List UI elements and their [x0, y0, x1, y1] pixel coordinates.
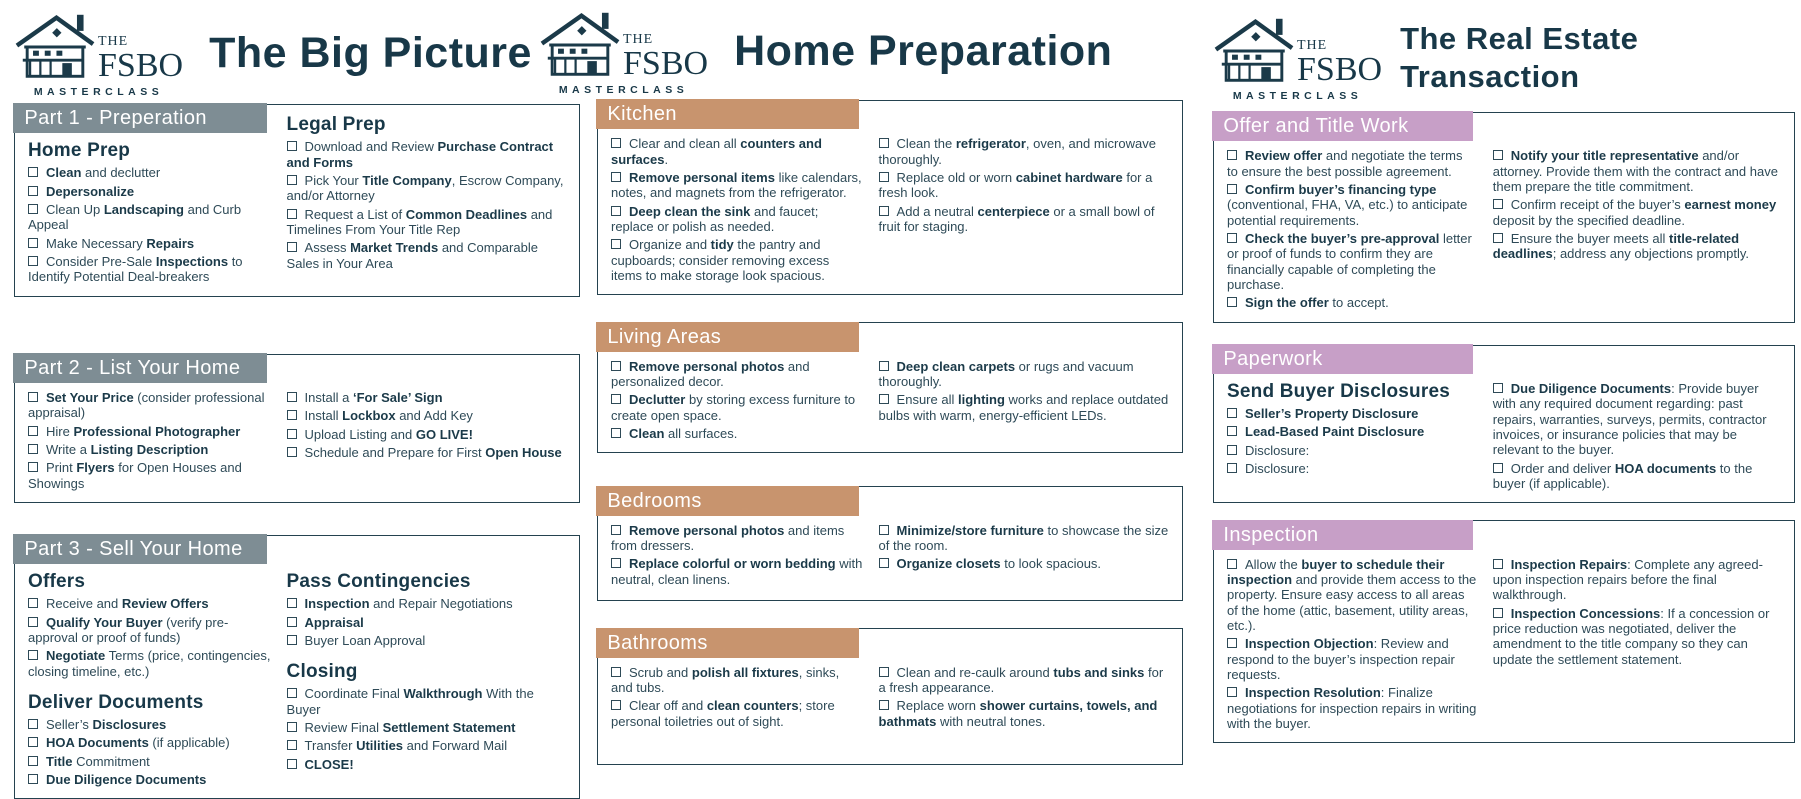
section-column — [879, 523, 1170, 590]
checkbox-icon[interactable] — [287, 688, 297, 698]
checklist-item — [1227, 295, 1477, 310]
checklist-item-text: Add a neutral centerpiece or a small bowl of fruit for staging. — [878, 203, 1155, 235]
check-group — [611, 359, 863, 442]
checkbox-icon[interactable] — [28, 444, 38, 454]
checkbox-icon[interactable] — [28, 650, 38, 660]
checklist-item-text: Upload Listing and GO LIVE! — [304, 426, 473, 442]
section-column — [1227, 148, 1477, 313]
checklist-item — [879, 698, 1170, 729]
check-group — [1493, 557, 1782, 667]
checklist-item — [1227, 443, 1477, 458]
checklist-item — [28, 165, 271, 180]
checklist-item-text: Title Commitment — [46, 753, 150, 769]
checklist-item — [1227, 406, 1477, 421]
check-group — [287, 661, 567, 772]
checklist-item — [611, 204, 863, 235]
checklist-item — [28, 236, 271, 251]
checkbox-icon[interactable] — [1227, 463, 1237, 473]
checklist-item-text: Assess Market Trends and Comparable Sales in Your Area — [286, 240, 538, 271]
checkbox-icon[interactable] — [28, 462, 38, 472]
checklist-item — [611, 136, 863, 167]
checklist-item-text: HOA Documents (if applicable) — [46, 735, 230, 751]
checklist-item — [879, 204, 1170, 235]
section-column — [28, 390, 271, 494]
checklist-item — [611, 170, 863, 201]
checklist-item — [287, 720, 567, 735]
checklist-item-text: Organize and tidy the pantry and cupboards; consider removing excess items to make storage look spacious. — [611, 237, 830, 284]
checkbox-icon[interactable] — [28, 756, 38, 766]
checklist-item — [287, 173, 567, 204]
checkbox-icon[interactable] — [287, 392, 297, 402]
check-group — [879, 359, 1170, 423]
checklist-item — [1493, 606, 1782, 667]
checklist-item — [287, 408, 567, 423]
checkbox-icon[interactable] — [287, 740, 297, 750]
section-kitchen — [597, 100, 1183, 295]
checkbox-icon[interactable] — [879, 394, 889, 404]
section-column — [287, 571, 567, 790]
group-heading: Send Buyer Disclosures — [1227, 381, 1450, 403]
checkbox-icon[interactable] — [287, 635, 297, 645]
checklist-item-text: Download and Review Purchase Contract and Forms — [286, 139, 554, 170]
checklist-item-text: Replace colorful or worn bedding with neutral, clean linens. — [611, 556, 863, 587]
checklist-item — [287, 596, 567, 611]
logo-fsbo: FSBO — [1297, 50, 1383, 88]
section-part-1-preperation — [14, 104, 580, 297]
check-group — [879, 523, 1170, 572]
checklist-item-text: Transfer Utilities and Forward Mail — [304, 738, 508, 754]
checklist-item — [287, 139, 567, 170]
checkbox-icon[interactable] — [1227, 408, 1237, 418]
fsbo-logo — [14, 11, 183, 98]
checklist-item-text: Deep clean carpets or rugs and vacuum thoroughly. — [878, 358, 1134, 390]
checklist-item-text: Disclosure: — [1245, 442, 1310, 458]
logo-fsbo: FSBO — [98, 46, 184, 84]
checklist-item — [611, 426, 863, 441]
logo-masterclass: MASTERCLASS — [558, 83, 689, 96]
checklist-item-text: Due Diligence Documents: Provide buyer with any required document regarding: past repairs, warranties, surveys, permits, contractor invoices, or insurance policies that may be relevant to the buyer. — [1492, 381, 1767, 458]
checklist-item-text: Notify your title representative and/or attorney. Provide them with the contract and have them prepare the title commitment. — [1492, 148, 1778, 195]
check-group — [879, 136, 1170, 234]
checklist-item — [1227, 557, 1477, 634]
checklist-item — [28, 754, 271, 769]
checkbox-icon[interactable] — [879, 206, 889, 216]
checklist-item-text: Declutter by storing excess furniture to create open space. — [611, 392, 856, 423]
checklist-item — [287, 757, 567, 772]
checklist-item — [287, 427, 567, 442]
checklist-item-text: Scrub and polish all fixtures, sinks, and tubs. — [611, 664, 840, 696]
section-header: Kitchen — [596, 99, 858, 129]
checklist-item-text: Due Diligence Documents — [46, 772, 207, 788]
check-group — [1493, 148, 1782, 261]
checkbox-icon[interactable] — [28, 256, 38, 266]
checklist-item-text: Ensure the buyer meets all title-related deadlines; address any objections promptly. — [1492, 231, 1750, 262]
section-column — [611, 359, 863, 445]
checklist-item — [28, 184, 271, 199]
section-column — [28, 571, 271, 790]
section-column — [1493, 381, 1782, 494]
section-column — [1227, 381, 1477, 494]
checkbox-icon[interactable] — [1227, 426, 1237, 436]
checklist-item — [1227, 685, 1477, 731]
checklist-item — [1493, 231, 1782, 262]
check-group — [28, 390, 271, 491]
checkbox-icon[interactable] — [287, 209, 297, 219]
checkbox-icon[interactable] — [1493, 233, 1503, 243]
checkbox-icon[interactable] — [1227, 559, 1237, 569]
checklist-item — [879, 556, 1170, 571]
checklist-item-text: Sign the offer to accept. — [1245, 295, 1389, 311]
checklist-item-text: Remove personal photos and personalized decor. — [611, 358, 810, 390]
checklist-item — [879, 136, 1170, 167]
checkbox-icon[interactable] — [611, 428, 621, 438]
checklist-item-text: Remove personal items like calendars, notes, and magnets from the refrigerator. — [611, 170, 862, 201]
checkbox-icon[interactable] — [611, 172, 621, 182]
checklist-item-text: Confirm buyer’s financing type (conventional, FHA, VA, etc.) to anticipate potential requirements. — [1227, 182, 1468, 228]
logo-masterclass: MASTERCLASS — [33, 85, 164, 98]
section-column — [1227, 557, 1477, 735]
checklist-item-text: Replace old or worn cabinet hardware for a fresh look. — [878, 170, 1153, 201]
logo-fsbo: FSBO — [623, 44, 709, 82]
checklist-item — [1493, 197, 1782, 228]
section-bathrooms — [597, 628, 1183, 765]
section-column — [1493, 148, 1782, 313]
checklist-item — [28, 202, 271, 233]
check-group — [611, 136, 863, 283]
section-paperwork — [1213, 345, 1795, 504]
checkbox-icon[interactable] — [28, 167, 38, 177]
checklist-item — [1493, 148, 1782, 194]
checklist-item — [879, 523, 1170, 554]
panel-header — [1213, 0, 1795, 112]
section-header: Inspection — [1212, 520, 1472, 550]
checklist-item — [1227, 461, 1477, 476]
checkbox-icon[interactable] — [1493, 383, 1503, 393]
fsbo-logo — [539, 9, 708, 96]
checkbox-icon[interactable] — [879, 558, 889, 568]
checklist-item-text: Clear off and clean counters; store personal toiletries out of sight. — [611, 698, 835, 729]
checkbox-icon[interactable] — [611, 525, 621, 535]
checklist-item-text: Review Final Settlement Statement — [304, 720, 516, 736]
checklist-item-text: Lead-Based Paint Disclosure — [1245, 424, 1425, 440]
section-column — [28, 140, 271, 287]
checklist-item — [287, 738, 567, 753]
checklist-item-text: Appraisal — [304, 614, 364, 630]
section-column — [1493, 557, 1782, 735]
checklist-item-text: Make Necessary Repairs — [46, 235, 195, 251]
checkbox-icon[interactable] — [611, 138, 621, 148]
checkbox-icon[interactable] — [1227, 297, 1237, 307]
group-heading: Closing — [286, 661, 358, 683]
house-icon — [1213, 15, 1295, 87]
checkbox-icon[interactable] — [1493, 199, 1503, 209]
checklist-item — [879, 392, 1170, 423]
section-column — [879, 136, 1170, 286]
checkbox-icon[interactable] — [1493, 608, 1503, 618]
checkbox-icon[interactable] — [287, 175, 297, 185]
checkbox-icon[interactable] — [287, 242, 297, 252]
checklist-item — [1227, 424, 1477, 439]
checklist-item-text: Inspection Resolution: Finalize negotiations for inspection repairs in writing with the buyer. — [1227, 685, 1477, 732]
check-group — [1493, 381, 1782, 491]
panel-title: The Real Estate Transaction — [1400, 21, 1639, 94]
panel-title: The Big Picture — [209, 29, 532, 78]
checklist-item-text: Print Flyers for Open Houses and Showings — [28, 460, 242, 491]
checkbox-icon[interactable] — [611, 206, 621, 216]
check-group — [287, 390, 567, 460]
section-header: Part 1 - Preperation — [13, 103, 267, 133]
checklist-item-text: Seller’s Property Disclosure — [1245, 406, 1419, 422]
checklist-item-text: Buyer Loan Approval — [304, 633, 426, 649]
checkbox-icon[interactable] — [287, 722, 297, 732]
checklist-item — [287, 240, 567, 271]
section-column — [611, 136, 863, 286]
section-inspection — [1213, 520, 1795, 743]
check-group — [1227, 381, 1477, 476]
checklist-item-text: Request a List of Common Deadlines and Timelines From Your Title Rep — [286, 206, 553, 238]
logo-the: THE — [1297, 37, 1328, 53]
checklist-item-text: Remove personal photos and items from dressers. — [611, 522, 845, 554]
checklist-item — [611, 556, 863, 587]
section-column — [879, 665, 1170, 732]
section-living-areas — [597, 322, 1183, 453]
checklist-item — [1227, 182, 1477, 228]
checklist-item-text: Deep clean the sink and faucet; replace or polish as needed. — [611, 203, 819, 235]
group-heading: Pass Contingencies — [286, 571, 471, 593]
checkbox-icon[interactable] — [611, 239, 621, 249]
section-header: Part 2 - List Your Home — [13, 353, 267, 383]
checklist-item-text: Schedule and Prepare for First Open House — [304, 445, 562, 461]
checkbox-icon[interactable] — [879, 172, 889, 182]
check-group — [28, 571, 271, 679]
checklist-item-text: Disclosure: — [1245, 461, 1310, 477]
checkbox-icon[interactable] — [28, 426, 38, 436]
checklist-item-text: Inspection Repairs: Complete any agreed-upon inspection repairs before the final walkthrough. — [1492, 556, 1763, 603]
checklist-item-text: Inspection and Repair Negotiations — [304, 596, 513, 612]
panel-header — [14, 0, 580, 104]
checkbox-icon[interactable] — [1493, 559, 1503, 569]
checkbox-icon[interactable] — [611, 700, 621, 710]
checklist-item-text: Clean all surfaces. — [629, 426, 738, 442]
checkbox-icon[interactable] — [611, 667, 621, 677]
panel-the-big-picture — [14, 0, 580, 788]
section-column — [611, 523, 863, 590]
checklist-item-text: Clean Up Landscaping and Curb Appeal — [28, 202, 242, 233]
checklist-item-text: Clean the refrigerator, oven, and microwave thoroughly. — [878, 136, 1156, 167]
group-heading: Offers — [28, 571, 86, 593]
checklist-item — [28, 390, 271, 421]
checkbox-icon[interactable] — [879, 138, 889, 148]
checklist-item-text: Hire Professional Photographer — [46, 423, 241, 439]
checklist-item — [879, 665, 1170, 696]
checklist-item — [1493, 381, 1782, 458]
checklist-item — [28, 254, 271, 285]
section-part-3-sell-your-home — [14, 535, 580, 799]
section-header: Bathrooms — [596, 628, 858, 658]
checklist-item — [611, 392, 863, 423]
checkbox-icon[interactable] — [28, 737, 38, 747]
fsbo-logo — [1213, 15, 1382, 102]
section-offer-and-title-work — [1213, 112, 1795, 323]
checkbox-icon[interactable] — [611, 558, 621, 568]
checklist-item — [611, 665, 863, 696]
checkbox-icon[interactable] — [287, 447, 297, 457]
checkbox-icon[interactable] — [287, 759, 297, 769]
checklist-item — [287, 445, 567, 460]
checkbox-icon[interactable] — [287, 141, 297, 151]
checklist-item-text: Install Lockbox and Add Key — [304, 408, 473, 424]
check-group — [879, 665, 1170, 729]
checkbox-icon[interactable] — [879, 525, 889, 535]
checklist-item-text: Clean and declutter — [46, 165, 161, 181]
checklist-item-text: Seller’s Disclosures — [46, 717, 167, 733]
checkbox-icon[interactable] — [28, 204, 38, 214]
checklist-item-text: Clean and re-caulk around tubs and sinks for a fresh appearance. — [878, 664, 1164, 696]
checkbox-icon[interactable] — [28, 392, 38, 402]
checklist-item — [28, 460, 271, 491]
checkbox-icon[interactable] — [611, 361, 621, 371]
group-heading: Legal Prep — [286, 114, 386, 136]
house-icon — [14, 11, 96, 83]
checklist-item-text: Coordinate Final Walkthrough With the Buyer — [286, 686, 534, 717]
section-header: Bedrooms — [596, 486, 858, 516]
checklist-item-text: Negotiate Terms (price, contingencies, closing timeline, etc.) — [28, 648, 271, 679]
checkbox-icon[interactable] — [28, 719, 38, 729]
checklist-item-text: Check the buyer’s pre-approval letter or proof of funds to confirm they are financially capable of completing the purchase. — [1227, 231, 1472, 293]
checklist-item-text: Qualify Your Buyer (verify pre-approval or proof of funds) — [28, 614, 229, 646]
checklist-item-text: Receive and Review Offers — [46, 596, 209, 612]
checklist-item — [28, 424, 271, 439]
checklist-item — [287, 615, 567, 630]
section-column — [287, 390, 567, 494]
checklist-item — [611, 237, 863, 283]
checklist-item — [879, 359, 1170, 390]
checkbox-icon[interactable] — [1227, 687, 1237, 697]
checklist-item-text: Minimize/store furniture to showcase the size of the room. — [878, 522, 1169, 554]
checklist-item — [28, 648, 271, 679]
checklist-item — [287, 390, 567, 405]
checklist-item — [287, 633, 567, 648]
checkbox-icon[interactable] — [28, 186, 38, 196]
panel-title: Home Preparation — [734, 27, 1113, 76]
section-header: Living Areas — [596, 322, 858, 352]
section-part-2-list-your-home — [14, 354, 580, 503]
checkbox-icon[interactable] — [1227, 150, 1237, 160]
logo-masterclass: MASTERCLASS — [1232, 89, 1363, 102]
checklist-item-text: CLOSE! — [304, 756, 354, 772]
check-group — [1227, 148, 1477, 310]
checkbox-icon[interactable] — [879, 667, 889, 677]
checklist-item-text: Allow the buyer to schedule their inspection and provide them access to the property. Ensure easy access to all areas of the home (attic, basement, utility areas, etc.). — [1227, 556, 1477, 634]
checklist-item-text: Pick Your Title Company, Escrow Company, and/or Attorney — [286, 173, 564, 204]
checklist-item — [611, 359, 863, 390]
checkbox-icon[interactable] — [611, 394, 621, 404]
checklist-item-text: Depersonalize — [46, 183, 135, 199]
section-column — [879, 359, 1170, 445]
checklist-item — [879, 170, 1170, 201]
checklist-item — [28, 596, 271, 611]
checklist-item-text: Install a ‘For Sale’ Sign — [304, 390, 443, 406]
check-group — [28, 692, 271, 787]
checkbox-icon[interactable] — [1227, 233, 1237, 243]
checklist-item-text: Inspection Objection: Review and respond to the buyer’s inspection repair requests. — [1227, 636, 1455, 683]
checklist-item-text: Confirm receipt of the buyer’s earnest money deposit by the specified deadline. — [1492, 197, 1777, 228]
logo-the: THE — [98, 33, 129, 49]
section-column — [287, 114, 567, 287]
checkbox-icon[interactable] — [287, 617, 297, 627]
group-heading: Deliver Documents — [28, 692, 204, 714]
section-header: Offer and Title Work — [1212, 111, 1472, 141]
checkbox-icon[interactable] — [287, 429, 297, 439]
checkbox-icon[interactable] — [1493, 463, 1503, 473]
check-group — [1227, 557, 1477, 732]
panel-header — [539, 0, 1183, 100]
logo-the: THE — [623, 31, 654, 47]
checklist-item — [28, 717, 271, 732]
check-group — [611, 665, 863, 729]
checkbox-icon[interactable] — [28, 774, 38, 784]
checkbox-icon[interactable] — [1493, 150, 1503, 160]
panel-home-preparation — [558, 0, 1183, 738]
checklist-item-text: Organize closets to look spacious. — [896, 556, 1102, 572]
checklist-item-text: Consider Pre-Sale Inspections to Identify Potential Deal-breakers — [28, 254, 243, 285]
checkbox-icon[interactable] — [287, 598, 297, 608]
checklist-item — [287, 686, 567, 717]
checklist-item — [1227, 636, 1477, 682]
check-group — [287, 114, 567, 271]
checkbox-icon[interactable] — [879, 700, 889, 710]
checklist-item-text: Order and deliver HOA documents to the buyer (if applicable). — [1492, 460, 1753, 492]
checklist-item — [1227, 148, 1477, 179]
check-group — [287, 571, 567, 648]
checkbox-icon[interactable] — [28, 238, 38, 248]
checklist-item-text: Inspection Concessions: If a concession or price reduction was negotiated, deliver the amendment to the title company so they can update the settlement statement. — [1492, 605, 1770, 667]
checklist-item — [28, 442, 271, 457]
section-bedrooms — [597, 486, 1183, 601]
panel-the-real-estate-transaction — [1213, 0, 1795, 738]
checkbox-icon[interactable] — [28, 617, 38, 627]
checklist-item-text: Ensure all lighting works and replace outdated bulbs with warm, energy-efficient LEDs. — [878, 392, 1169, 423]
section-header: Paperwork — [1212, 344, 1472, 374]
section-header: Part 3 - Sell Your Home — [13, 534, 267, 564]
checklist-item — [287, 207, 567, 238]
checklist-item — [1227, 231, 1477, 292]
house-icon — [539, 9, 621, 81]
checklist-item — [1493, 557, 1782, 603]
checkbox-icon[interactable] — [287, 410, 297, 420]
checklist-item — [611, 698, 863, 729]
checklist-item-text: Replace worn shower curtains, towels, and bathmats with neutral tones. — [878, 698, 1158, 729]
checklist-item-text: Review offer and negotiate the terms to ensure the best possible agreement. — [1227, 148, 1463, 179]
checkbox-icon[interactable] — [1227, 445, 1237, 455]
group-heading: Home Prep — [28, 140, 131, 162]
check-group — [611, 523, 863, 587]
checklist-item — [1493, 461, 1782, 492]
checklist-item — [28, 772, 271, 787]
checklist-item — [28, 615, 271, 646]
checklist-item-text: Write a Listing Description — [46, 442, 209, 458]
section-column — [611, 665, 863, 732]
checklist-item-text: Clear and clean all counters and surfaces. — [611, 136, 822, 167]
checkbox-icon[interactable] — [1227, 184, 1237, 194]
checkbox-icon[interactable] — [1227, 638, 1237, 648]
checkbox-icon[interactable] — [879, 361, 889, 371]
checkbox-icon[interactable] — [28, 598, 38, 608]
checklist-item — [611, 523, 863, 554]
check-group — [28, 140, 271, 284]
checklist-item-text: Set Your Price (consider professional appraisal) — [28, 390, 265, 421]
